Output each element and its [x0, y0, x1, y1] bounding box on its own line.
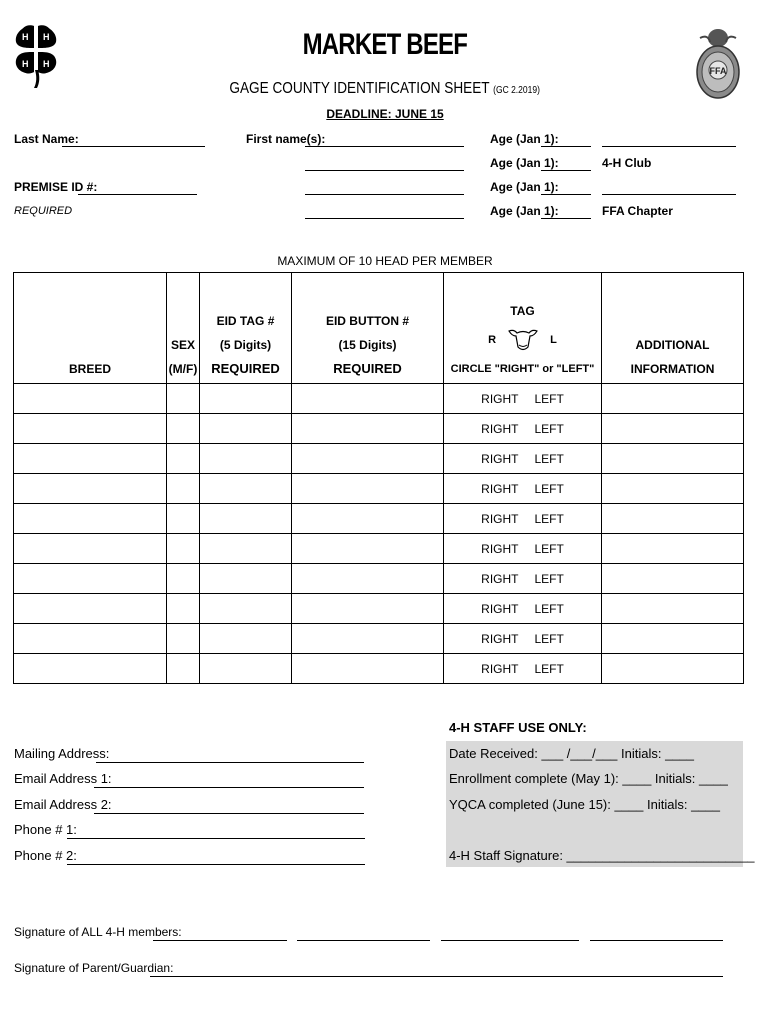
additional-info-cell[interactable] [602, 384, 744, 414]
ffa-chapter-label: FFA Chapter [602, 204, 673, 218]
left-option[interactable]: LEFT [534, 391, 564, 406]
eid-button-cell[interactable] [292, 414, 444, 444]
sex-header: SEX (M/F) [167, 273, 200, 384]
eid-tag-cell[interactable] [200, 474, 292, 504]
age-field-3[interactable] [541, 182, 591, 195]
staff-use-title: 4-H STAFF USE ONLY: [449, 720, 587, 735]
right-option[interactable]: RIGHT [481, 391, 519, 406]
left-option[interactable]: LEFT [534, 451, 564, 466]
first-name-field-3[interactable] [305, 182, 464, 195]
first-name-field-4[interactable] [305, 206, 464, 219]
animal-table [13, 272, 744, 684]
sex-cell[interactable] [167, 654, 200, 684]
tag-side-cell[interactable] [444, 444, 602, 474]
club-field[interactable] [602, 134, 736, 147]
cow-head-icon [506, 327, 540, 353]
tag-side-cell[interactable] [444, 384, 602, 414]
additional-info-cell[interactable] [602, 414, 744, 444]
svg-text:H: H [22, 59, 29, 69]
age-label-2: Age (Jan 1): [490, 156, 559, 170]
phone-2-field[interactable] [67, 852, 365, 865]
breed-cell[interactable] [14, 384, 167, 414]
left-option[interactable]: LEFT [534, 601, 564, 616]
sex-cell[interactable] [167, 624, 200, 654]
enrollment-line: Enrollment complete (May 1): ____ Initials: ____ [449, 771, 728, 786]
eid-tag-cell[interactable] [200, 534, 292, 564]
sex-cell[interactable] [167, 474, 200, 504]
first-names-label: First name(s): [246, 132, 326, 146]
table-row [14, 504, 744, 534]
additional-info-cell[interactable] [602, 474, 744, 504]
sex-cell[interactable] [167, 564, 200, 594]
premise-id-label: PREMISE ID #: [14, 180, 98, 194]
age-field-1[interactable] [541, 134, 591, 147]
age-label-1: Age (Jan 1): [490, 132, 559, 146]
club-label: 4-H Club [602, 156, 652, 170]
sex-cell[interactable] [167, 384, 200, 414]
table-header-row [14, 273, 744, 384]
sex-cell[interactable] [167, 534, 200, 564]
breed-cell[interactable] [14, 654, 167, 684]
additional-info-cell[interactable] [602, 564, 744, 594]
tag-side-cell[interactable] [444, 534, 602, 564]
member-signature-field-2[interactable] [297, 928, 430, 941]
eid-tag-cell[interactable] [200, 594, 292, 624]
svg-text:H: H [43, 59, 50, 69]
age-label-3: Age (Jan 1): [490, 180, 559, 194]
page-subtitle: GAGE COUNTY IDENTIFICATION SHEET (GC 2.2019) [229, 80, 541, 97]
age-field-4[interactable] [541, 206, 591, 219]
parent-signature-field[interactable] [150, 964, 723, 977]
svg-text:H: H [22, 32, 29, 42]
tag-side-cell[interactable] [444, 654, 602, 684]
left-option[interactable]: LEFT [534, 421, 564, 436]
age-field-2[interactable] [541, 158, 591, 171]
sex-cell[interactable] [167, 444, 200, 474]
email-1-field[interactable] [94, 775, 364, 788]
table-row [14, 474, 744, 504]
eid-button-cell[interactable] [292, 444, 444, 474]
right-option[interactable]: RIGHT [481, 571, 519, 586]
table-row [14, 444, 744, 474]
table-row [14, 534, 744, 564]
table-row [14, 414, 744, 444]
page-title: MARKET BEEF [302, 28, 468, 61]
staff-signature-line: 4-H Staff Signature: __________________________ [449, 848, 755, 863]
right-option[interactable]: RIGHT [481, 541, 519, 556]
eid-tag-cell[interactable] [200, 504, 292, 534]
members-signature-label: Signature of ALL 4-H members: [14, 925, 182, 939]
tag-side-cell[interactable] [444, 624, 602, 654]
tag-side-cell[interactable] [444, 564, 602, 594]
last-name-field[interactable] [62, 134, 205, 147]
sex-cell[interactable] [167, 594, 200, 624]
table-row [14, 384, 744, 414]
date-received-line: Date Received: ___ /___/___ Initials: ____ [449, 746, 695, 761]
ffa-chapter-field[interactable] [602, 182, 736, 195]
left-option[interactable]: LEFT [534, 631, 564, 646]
last-name-label: Last Name: [14, 132, 79, 146]
premise-id-field[interactable] [78, 182, 197, 195]
left-option[interactable]: LEFT [534, 541, 564, 556]
eid-tag-cell[interactable] [200, 444, 292, 474]
max-head-note: MAXIMUM OF 10 HEAD PER MEMBER [277, 254, 493, 268]
eid-button-cell[interactable] [292, 384, 444, 414]
deadline: DEADLINE: JUNE 15 [326, 107, 444, 121]
eid-tag-header: EID TAG # (5 Digits) REQUIRED [200, 273, 292, 384]
eid-button-header: EID BUTTON # (15 Digits) REQUIRED [292, 273, 444, 384]
eid-button-cell[interactable] [292, 624, 444, 654]
additional-info-cell[interactable] [602, 444, 744, 474]
tag-side-cell[interactable] [444, 504, 602, 534]
right-option[interactable]: RIGHT [481, 661, 519, 676]
email-1-label: Email Address 1: [14, 771, 112, 786]
table-row [14, 564, 744, 594]
first-name-field-2[interactable] [305, 158, 464, 171]
phone-1-label: Phone # 1: [14, 822, 77, 837]
email-2-label: Email Address 2: [14, 797, 112, 812]
eid-tag-cell[interactable] [200, 384, 292, 414]
right-option[interactable]: RIGHT [481, 601, 519, 616]
member-signature-field-3[interactable] [441, 928, 579, 941]
member-signature-field-1[interactable] [153, 928, 287, 941]
parent-signature-label: Signature of Parent/Guardian: [14, 961, 174, 975]
breed-cell[interactable] [14, 594, 167, 624]
tag-header: TAG R L CIRCLE "RIGHT" or "LEFT" [444, 273, 602, 384]
eid-tag-cell[interactable] [200, 564, 292, 594]
mailing-address-field[interactable] [96, 750, 364, 763]
eid-button-cell[interactable] [292, 594, 444, 624]
table-row [14, 624, 744, 654]
right-option[interactable]: RIGHT [481, 511, 519, 526]
breed-cell[interactable] [14, 534, 167, 564]
additional-info-cell[interactable] [602, 624, 744, 654]
breed-cell[interactable] [14, 414, 167, 444]
member-signature-field-4[interactable] [590, 928, 723, 941]
mailing-address-label: Mailing Address: [14, 746, 110, 761]
tag-side-cell[interactable] [444, 414, 602, 444]
first-name-field-1[interactable] [305, 134, 464, 147]
right-option[interactable]: RIGHT [481, 631, 519, 646]
eid-button-cell[interactable] [292, 504, 444, 534]
eid-tag-cell[interactable] [200, 654, 292, 684]
additional-info-cell[interactable] [602, 594, 744, 624]
phone-2-label: Phone # 2: [14, 848, 77, 863]
left-option[interactable]: LEFT [534, 661, 564, 676]
tag-side-cell[interactable] [444, 474, 602, 504]
left-option[interactable]: LEFT [534, 511, 564, 526]
breed-cell[interactable] [14, 444, 167, 474]
left-option[interactable]: LEFT [534, 571, 564, 586]
eid-tag-cell[interactable] [200, 414, 292, 444]
age-label-4: Age (Jan 1): [490, 204, 559, 218]
sex-cell[interactable] [167, 504, 200, 534]
eid-button-cell[interactable] [292, 654, 444, 684]
phone-1-field[interactable] [67, 826, 365, 839]
additional-info-header: ADDITIONAL INFORMATION [602, 273, 744, 384]
right-option[interactable]: RIGHT [481, 451, 519, 466]
breed-cell[interactable] [14, 504, 167, 534]
breed-cell[interactable] [14, 474, 167, 504]
breed-cell[interactable] [14, 624, 167, 654]
tag-side-cell[interactable] [444, 594, 602, 624]
email-2-field[interactable] [94, 801, 364, 814]
table-row [14, 594, 744, 624]
left-option[interactable]: LEFT [534, 481, 564, 496]
additional-info-cell[interactable] [602, 504, 744, 534]
svg-text:H: H [43, 32, 50, 42]
sex-cell[interactable] [167, 414, 200, 444]
table-row [14, 654, 744, 684]
premise-required-note: REQUIRED [14, 205, 73, 217]
breed-header: BREED [14, 273, 167, 384]
eid-tag-cell[interactable] [200, 624, 292, 654]
breed-cell[interactable] [14, 564, 167, 594]
eid-button-cell[interactable] [292, 474, 444, 504]
right-option[interactable]: RIGHT [481, 481, 519, 496]
eid-button-cell[interactable] [292, 564, 444, 594]
yqca-line: YQCA completed (June 15): ____ Initials: ____ [449, 797, 720, 812]
additional-info-cell[interactable] [602, 534, 744, 564]
eid-button-cell[interactable] [292, 534, 444, 564]
additional-info-cell[interactable] [602, 654, 744, 684]
svg-text:FFA: FFA [709, 66, 727, 76]
right-option[interactable]: RIGHT [481, 421, 519, 436]
